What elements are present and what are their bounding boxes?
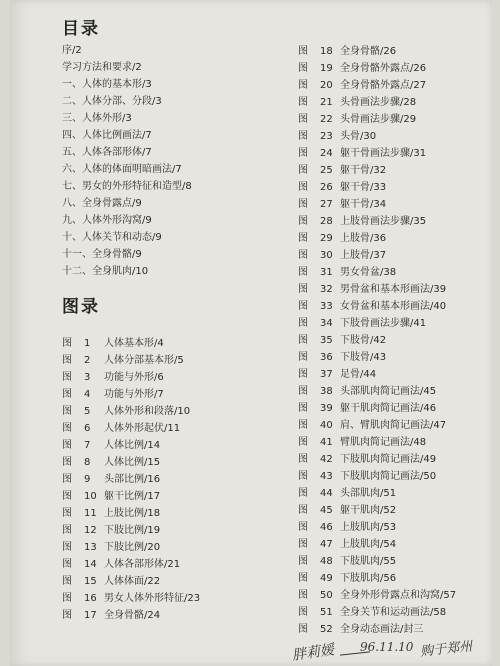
figure-entry — [298, 314, 426, 329]
figure-entry — [62, 487, 160, 502]
figure-entry — [298, 518, 396, 533]
figure-entry — [298, 484, 396, 499]
figure-prefix: 图 — [298, 352, 308, 363]
figure-title: 男骨盆和基本形画法/39 — [340, 284, 447, 295]
figure-number: 25 — [320, 165, 333, 176]
figure-title: 上肢肌肉/53 — [340, 522, 397, 533]
figure-title: 功能与外形/7 — [104, 389, 164, 400]
figure-title: 躯干骨/34 — [340, 199, 387, 210]
figure-entry — [298, 501, 396, 516]
figure-prefix: 图 — [298, 114, 308, 125]
figure-prefix: 图 — [298, 97, 308, 108]
figure-title: 下肢比例/20 — [104, 542, 161, 553]
figures-heading: 图录 — [62, 297, 100, 317]
figure-title: 全身外形骨露点和沟窝/57 — [340, 590, 457, 601]
figure-number: 38 — [320, 386, 333, 397]
figure-prefix: 图 — [298, 301, 308, 312]
figure-title: 头骨画法步骤/29 — [340, 114, 417, 125]
figure-entry — [62, 436, 160, 451]
toc-entry: 十二、全身肌肉/10 — [62, 266, 149, 277]
figure-prefix: 图 — [298, 539, 308, 550]
figure-prefix: 图 — [298, 131, 308, 142]
figure-number: 12 — [84, 525, 97, 536]
figure-entry — [298, 297, 446, 312]
figure-number: 26 — [320, 182, 333, 193]
figure-title: 下肢肌肉/55 — [340, 556, 397, 567]
figure-title: 下肢骨/42 — [340, 335, 387, 346]
figure-entry — [62, 504, 160, 519]
figure-number: 39 — [320, 403, 333, 414]
figure-entry — [298, 603, 446, 618]
toc-entry: 序/2 — [62, 45, 82, 56]
toc-entry: 十、人体关节和动态/9 — [62, 232, 162, 243]
figure-entry — [62, 589, 200, 604]
figure-title: 头部肌肉/51 — [340, 488, 397, 499]
figure-number: 9 — [84, 474, 91, 485]
contents-heading: 目录 — [62, 19, 100, 39]
figure-entry — [298, 76, 426, 91]
figure-prefix: 图 — [298, 556, 308, 567]
figure-prefix: 图 — [62, 508, 72, 519]
toc-entry: 九、人体外形沟窝/9 — [62, 215, 152, 226]
figure-prefix: 图 — [298, 216, 308, 227]
figure-entry — [62, 351, 184, 366]
figure-prefix: 图 — [298, 471, 308, 482]
figure-title: 上肢骨画法步骤/35 — [340, 216, 427, 227]
figure-title: 躯干肌肉简记画法/46 — [340, 403, 437, 414]
figure-entry — [298, 178, 386, 193]
figure-prefix: 图 — [298, 182, 308, 193]
figure-prefix: 图 — [298, 590, 308, 601]
figure-title: 足骨/44 — [340, 369, 377, 380]
figure-number: 21 — [320, 97, 333, 108]
figure-entry — [62, 538, 160, 553]
figure-prefix: 图 — [62, 491, 72, 502]
figure-entry — [298, 620, 423, 635]
figure-title: 男女人体外形特征/23 — [104, 593, 201, 604]
figure-number: 34 — [320, 318, 333, 329]
figure-number: 36 — [320, 352, 333, 363]
figure-number: 47 — [320, 539, 333, 550]
figure-title: 男女骨盆/38 — [340, 267, 397, 278]
figure-entry — [298, 246, 386, 261]
toc-entry: 五、人体各部形体/7 — [62, 147, 152, 158]
figure-prefix: 图 — [62, 559, 72, 570]
figure-title: 上肢骨/37 — [340, 250, 387, 261]
figure-entry — [298, 144, 426, 159]
figure-prefix: 图 — [62, 457, 72, 468]
figure-prefix: 图 — [62, 542, 72, 553]
figure-number: 41 — [320, 437, 333, 448]
figure-number: 46 — [320, 522, 333, 533]
figure-number: 14 — [84, 559, 97, 570]
figure-title: 头部比例/16 — [104, 474, 161, 485]
figure-number: 16 — [84, 593, 97, 604]
figure-number: 22 — [320, 114, 333, 125]
figure-number: 32 — [320, 284, 333, 295]
figure-title: 全身骨骼外露点/26 — [340, 63, 427, 74]
toc-entry: 十一、全身骨骼/9 — [62, 249, 142, 260]
figure-entry — [298, 416, 446, 431]
figure-number: 43 — [320, 471, 333, 482]
figure-prefix: 图 — [62, 525, 72, 536]
figure-entry — [298, 467, 436, 482]
figure-prefix: 图 — [298, 165, 308, 176]
figure-entry — [62, 402, 190, 417]
figure-prefix: 图 — [62, 474, 72, 485]
figure-title: 头骨画法步骤/28 — [340, 97, 417, 108]
figure-number: 37 — [320, 369, 333, 380]
figure-number: 52 — [320, 624, 333, 635]
figure-prefix: 图 — [298, 437, 308, 448]
figure-prefix: 图 — [298, 403, 308, 414]
figure-number: 33 — [320, 301, 333, 312]
figure-entry — [298, 382, 436, 397]
figure-number: 13 — [84, 542, 97, 553]
figure-title: 下肢肌肉简记画法/49 — [340, 454, 437, 465]
figure-number: 23 — [320, 131, 333, 142]
figure-title: 躯干骨/32 — [340, 165, 387, 176]
figure-number: 20 — [320, 80, 333, 91]
figure-prefix: 图 — [298, 607, 308, 618]
book-page — [10, 0, 492, 666]
figure-entry — [298, 399, 436, 414]
figure-number: 45 — [320, 505, 333, 516]
figure-prefix: 图 — [298, 233, 308, 244]
figure-entry — [298, 59, 426, 74]
figure-number: 17 — [84, 610, 97, 621]
toc-entry: 七、男女的外形特征和造型/8 — [62, 181, 192, 192]
figure-title: 全身动态画法/封三 — [340, 624, 424, 635]
figure-title: 人体体面/22 — [104, 576, 161, 587]
figure-prefix: 图 — [298, 63, 308, 74]
figure-entry — [62, 334, 164, 349]
figure-prefix: 图 — [298, 250, 308, 261]
figure-number: 49 — [320, 573, 333, 584]
toc-entry: 八、全身骨露点/9 — [62, 198, 142, 209]
figure-entry — [298, 331, 386, 346]
figure-title: 人体基本形/4 — [104, 338, 164, 349]
figure-prefix: 图 — [62, 593, 72, 604]
figure-number: 18 — [320, 46, 333, 57]
figure-number: 2 — [84, 355, 91, 366]
figure-title: 全身骨骼/26 — [340, 46, 397, 57]
figure-entry — [62, 385, 164, 400]
figure-number: 30 — [320, 250, 333, 261]
figure-number: 40 — [320, 420, 333, 431]
figure-number: 1 — [84, 338, 91, 349]
figure-entry — [62, 572, 160, 587]
figure-entry — [298, 348, 386, 363]
figure-title: 全身骨骼外露点/27 — [340, 80, 427, 91]
figure-number: 27 — [320, 199, 333, 210]
figure-title: 躯干比例/17 — [104, 491, 161, 502]
figure-title: 躯干骨/33 — [340, 182, 387, 193]
figure-prefix: 图 — [62, 372, 72, 383]
figure-entry — [298, 569, 396, 584]
figure-number: 42 — [320, 454, 333, 465]
figure-prefix: 图 — [298, 80, 308, 91]
figure-entry — [62, 419, 180, 434]
figure-title: 人体比例/15 — [104, 457, 161, 468]
figure-title: 臂肌肉简记画法/48 — [340, 437, 427, 448]
figure-prefix: 图 — [298, 454, 308, 465]
figure-entry — [62, 470, 160, 485]
handwritten-place: 购于郑州 — [419, 639, 473, 660]
figure-prefix: 图 — [298, 624, 308, 635]
figure-prefix: 图 — [298, 420, 308, 431]
figure-prefix: 图 — [62, 423, 72, 434]
figure-title: 下肢肌肉简记画法/50 — [340, 471, 437, 482]
figure-number: 35 — [320, 335, 333, 346]
figure-entry — [298, 450, 436, 465]
toc-entry: 四、人体比例画法/7 — [62, 130, 152, 141]
figure-entry — [298, 280, 446, 295]
figure-title: 下肢骨/43 — [340, 352, 387, 363]
figure-title: 人体外形起伏/11 — [104, 423, 181, 434]
figure-number: 11 — [84, 508, 97, 519]
figure-prefix: 图 — [62, 389, 72, 400]
figure-number: 28 — [320, 216, 333, 227]
figure-prefix: 图 — [298, 335, 308, 346]
figure-entry — [298, 212, 426, 227]
figure-prefix: 图 — [62, 355, 72, 366]
figure-number: 5 — [84, 406, 91, 417]
figure-number: 6 — [84, 423, 91, 434]
figure-entry — [62, 555, 180, 570]
figure-number: 24 — [320, 148, 333, 159]
figure-entry — [298, 365, 376, 380]
figure-number: 50 — [320, 590, 333, 601]
figure-number: 51 — [320, 607, 333, 618]
figure-prefix: 图 — [298, 199, 308, 210]
figure-entry — [62, 521, 160, 536]
figure-prefix: 图 — [298, 386, 308, 397]
figure-number: 10 — [84, 491, 97, 502]
figure-entry — [298, 552, 396, 567]
figure-prefix: 图 — [62, 406, 72, 417]
figure-number: 8 — [84, 457, 91, 468]
figure-title: 躯干肌肉/52 — [340, 505, 397, 516]
figure-prefix: 图 — [298, 369, 308, 380]
figure-title: 人体各部形体/21 — [104, 559, 181, 570]
figure-title: 下肢肌肉/56 — [340, 573, 397, 584]
figure-prefix: 图 — [298, 284, 308, 295]
figure-title: 下肢比例/19 — [104, 525, 161, 536]
toc-entry: 二、人体分部、分段/3 — [62, 96, 162, 107]
figure-prefix: 图 — [298, 148, 308, 159]
figure-prefix: 图 — [298, 46, 308, 57]
figure-entry — [298, 433, 426, 448]
figure-entry — [298, 195, 386, 210]
handwritten-signature: 胖莉媛 — [291, 642, 336, 664]
figure-prefix: 图 — [298, 573, 308, 584]
figure-number: 7 — [84, 440, 91, 451]
figure-prefix: 图 — [298, 267, 308, 278]
figure-number: 44 — [320, 488, 333, 499]
figure-title: 人体外形和段落/10 — [104, 406, 191, 417]
figure-prefix: 图 — [298, 505, 308, 516]
figure-title: 躯干骨画法步骤/31 — [340, 148, 427, 159]
figure-title: 功能与外形/6 — [104, 372, 164, 383]
figure-entry — [298, 161, 386, 176]
figure-entry — [298, 110, 416, 125]
figure-number: 3 — [84, 372, 91, 383]
figure-entry — [298, 229, 386, 244]
figure-entry — [298, 127, 376, 142]
figure-title: 人体分部基本形/5 — [104, 355, 184, 366]
figure-prefix: 图 — [62, 610, 72, 621]
figure-number: 4 — [84, 389, 91, 400]
figure-entry — [298, 586, 456, 601]
figure-title: 人体比例/14 — [104, 440, 161, 451]
figure-prefix: 图 — [62, 338, 72, 349]
figure-entry — [298, 263, 396, 278]
figure-entry — [298, 535, 396, 550]
figure-number: 29 — [320, 233, 333, 244]
figure-title: 下肢骨画法步骤/41 — [340, 318, 427, 329]
figure-entry — [62, 368, 164, 383]
toc-entry: 一、人体的基本形/3 — [62, 79, 152, 90]
figure-entry — [298, 93, 416, 108]
figure-title: 全身骨骼/24 — [104, 610, 161, 621]
figure-number: 19 — [320, 63, 333, 74]
figure-number: 48 — [320, 556, 333, 567]
figure-number: 15 — [84, 576, 97, 587]
toc-entry: 三、人体外形/3 — [62, 113, 132, 124]
toc-entry: 六、人体的体面明暗画法/7 — [62, 164, 182, 175]
figure-title: 女骨盆和基本形画法/40 — [340, 301, 447, 312]
figure-title: 肩、臂肌肉简记画法/47 — [340, 420, 447, 431]
figure-title: 全身关节和运动画法/58 — [340, 607, 447, 618]
figure-prefix: 图 — [298, 318, 308, 329]
figure-prefix: 图 — [62, 576, 72, 587]
figure-prefix: 图 — [298, 522, 308, 533]
figure-title: 上肢肌肉/54 — [340, 539, 397, 550]
figure-number: 31 — [320, 267, 333, 278]
figure-title: 上肢骨/36 — [340, 233, 387, 244]
figure-title: 头部肌肉简记画法/45 — [340, 386, 437, 397]
figure-prefix: 图 — [298, 488, 308, 499]
handwritten-date: 96.11.10 — [360, 640, 414, 654]
figure-entry — [298, 42, 396, 57]
figure-entry — [62, 606, 160, 621]
figure-prefix: 图 — [62, 440, 72, 451]
toc-entry: 学习方法和要求/2 — [62, 62, 142, 73]
figure-entry — [62, 453, 160, 468]
figure-title: 头骨/30 — [340, 131, 377, 142]
figure-title: 上肢比例/18 — [104, 508, 161, 519]
